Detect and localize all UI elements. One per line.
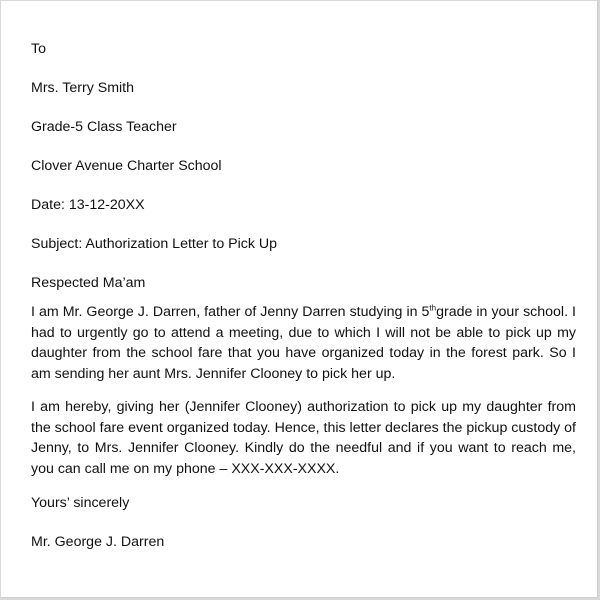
body-paragraph-1 <box>31 302 576 384</box>
para1-text-a: I am Mr. George J. Darren, father of Jenny Darren studying in 5 <box>31 304 430 320</box>
salutation: Respected Ma’am <box>31 275 146 291</box>
body-paragraph-2: I am hereby, giving her (Jennifer Clooney) authorization to pick up my daughter from the school fare event organized today. Hence, this letter declares the pickup custody of Jenny, to Mrs. Jennifer Clooney. Kindly do the needful and if you want to reach me, you can call me on my phone – XXX-XXX-XXXX. <box>31 399 576 477</box>
to-line: To <box>31 41 46 57</box>
para1-superscript: th <box>429 303 437 313</box>
date-line: Date: 13-12-20XX <box>31 197 145 213</box>
recipient-title: Grade-5 Class Teacher <box>31 119 177 135</box>
letter-page <box>1 1 598 598</box>
para1-text-b: grade in your school. I had to urgently go to attend a meeting, due to which I will not be able to pick up my daughter from the school fare that you have organized today in the forest park. So I am sending her aunt Mrs. Jennifer Clooney to pick her up. <box>31 304 576 382</box>
recipient-name: Mrs. Terry Smith <box>31 80 134 96</box>
signature-name: Mr. George J. Darren <box>31 534 165 550</box>
school-name: Clover Avenue Charter School <box>31 158 222 174</box>
closing: Yours’ sincerely <box>31 495 130 511</box>
subject-line: Subject: Authorization Letter to Pick Up <box>31 236 278 252</box>
